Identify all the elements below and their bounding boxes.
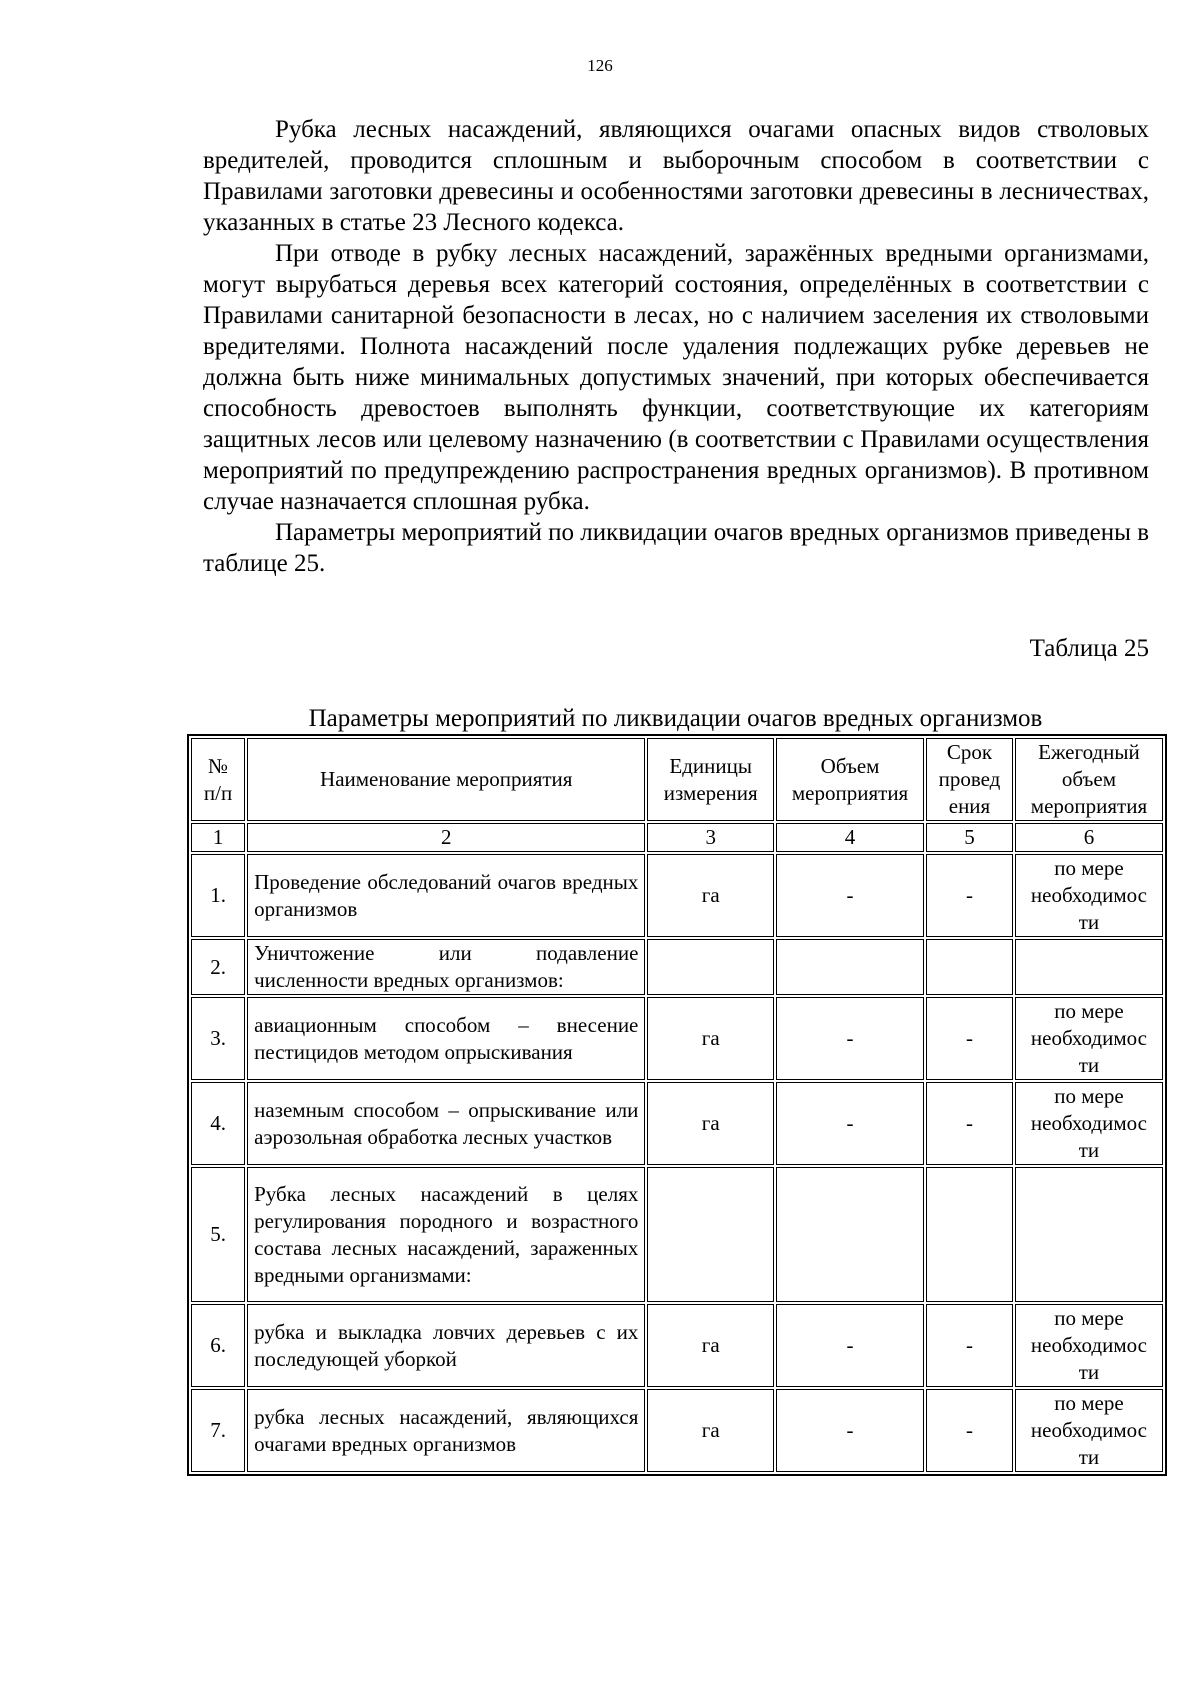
table-row	[191, 1389, 1163, 1472]
column-number-row	[191, 823, 1163, 852]
row-term: -	[926, 1389, 1013, 1472]
body-text	[203, 114, 1149, 579]
row-num: 6.	[191, 1304, 245, 1387]
header-term: Срок провед ения	[926, 738, 1013, 821]
paragraph-3: Параметры мероприятий по ликвидации очагов вредных организмов приведены в таблице 25.	[203, 519, 1149, 577]
table-row	[191, 997, 1163, 1080]
column-number: 2	[247, 823, 645, 852]
row-term	[926, 1167, 1013, 1302]
row-term	[926, 939, 1013, 995]
row-num: 5.	[191, 1167, 245, 1302]
table-row	[191, 1304, 1163, 1387]
row-term: -	[926, 1304, 1013, 1387]
page-number: 126	[587, 56, 613, 75]
column-number: 3	[647, 823, 774, 852]
row-term: -	[926, 1082, 1013, 1165]
paragraph-1: Рубка лесных насаждений, являющихся очагами опасных видов стволовых вредителей, проводится сплошным и выборочным способом в соответствии с Правилами заготовки древесины и особенностями заготовки древесины в лесничествах, указанных в статье 23 Лесного кодекса.	[203, 116, 1149, 236]
column-number: 6	[1015, 823, 1163, 852]
measures-table	[187, 734, 1167, 1476]
table-title: Параметры мероприятий по ликвидации очагов вредных организмов	[308, 705, 1043, 732]
row-annual: по мере необходимос ти	[1015, 1082, 1163, 1165]
table-row	[191, 939, 1163, 995]
row-unit: га	[647, 997, 774, 1080]
header-name: Наименование мероприятия	[247, 738, 645, 821]
row-num: 2.	[191, 939, 245, 995]
header-volume: Объем мероприятия	[776, 738, 924, 821]
row-volume: -	[776, 1389, 924, 1472]
row-unit: га	[647, 1389, 774, 1472]
row-name: Рубка лесных насаждений в целях регулирования породного и возрастного состава лесных насаждений, зараженных вредными организмами:	[247, 1167, 645, 1302]
row-term: -	[926, 854, 1013, 937]
row-name: рубка лесных насаждений, являющихся очагами вредных организмов	[247, 1389, 645, 1472]
row-annual: по мере необходимос ти	[1015, 1304, 1163, 1387]
row-annual	[1015, 939, 1163, 995]
row-unit: га	[647, 1082, 774, 1165]
header-unit: Единицы измерения	[647, 738, 774, 821]
row-unit: га	[647, 854, 774, 937]
row-annual: по мере необходимос ти	[1015, 997, 1163, 1080]
row-volume	[776, 1167, 924, 1302]
row-annual: по мере необходимос ти	[1015, 1389, 1163, 1472]
row-unit: га	[647, 1304, 774, 1387]
table-label: Таблица 25	[1029, 635, 1149, 662]
table-row	[191, 854, 1163, 937]
row-annual: по мере необходимос ти	[1015, 854, 1163, 937]
row-volume: -	[776, 854, 924, 937]
paragraph-2: При отводе в рубку лесных насаждений, заражённых вредными организмами, могут вырубаться деревья всех категорий состояния, определённых в соответствии с Правилами санитарной безопасности в лесах, но с наличием заселения их стволовыми вредителями. Полнота насаждений после удаления подлежащих рубке деревьев не должна быть ниже минимальных допустимых значений, при которых обеспечивается способность древостоев выполнять функции, соответствующие их категориям защитных лесов или целевому назначению (в соответствии с Правилами осуществления мероприятий по предупреждению распространения вредных организмов). В противном случае назначается сплошная рубка.	[203, 240, 1149, 515]
row-unit	[647, 939, 774, 995]
header-annual: Ежегодный объем мероприятия	[1015, 738, 1163, 821]
column-number: 5	[926, 823, 1013, 852]
row-unit	[647, 1167, 774, 1302]
table-row	[191, 1167, 1163, 1302]
row-name: Проведение обследований очагов вредных организмов	[247, 854, 645, 937]
row-name: Уничтожение или подавление численности вредных организмов:	[247, 939, 645, 995]
column-number: 1	[191, 823, 245, 852]
row-volume: -	[776, 1304, 924, 1387]
row-term: -	[926, 997, 1013, 1080]
row-num: 4.	[191, 1082, 245, 1165]
row-volume	[776, 939, 924, 995]
header-num: № п/п	[191, 738, 245, 821]
row-num: 3.	[191, 997, 245, 1080]
row-name: наземным способом – опрыскивание или аэрозольная обработка лесных участков	[247, 1082, 645, 1165]
row-volume: -	[776, 997, 924, 1080]
row-annual	[1015, 1167, 1163, 1302]
row-num: 7.	[191, 1389, 245, 1472]
row-num: 1.	[191, 854, 245, 937]
table-row	[191, 1082, 1163, 1165]
table-header-row	[191, 738, 1163, 821]
row-name: авиационным способом – внесение пестицидов методом опрыскивания	[247, 997, 645, 1080]
row-volume: -	[776, 1082, 924, 1165]
row-name: рубка и выкладка ловчих деревьев с их последующей уборкой	[247, 1304, 645, 1387]
column-number: 4	[776, 823, 924, 852]
